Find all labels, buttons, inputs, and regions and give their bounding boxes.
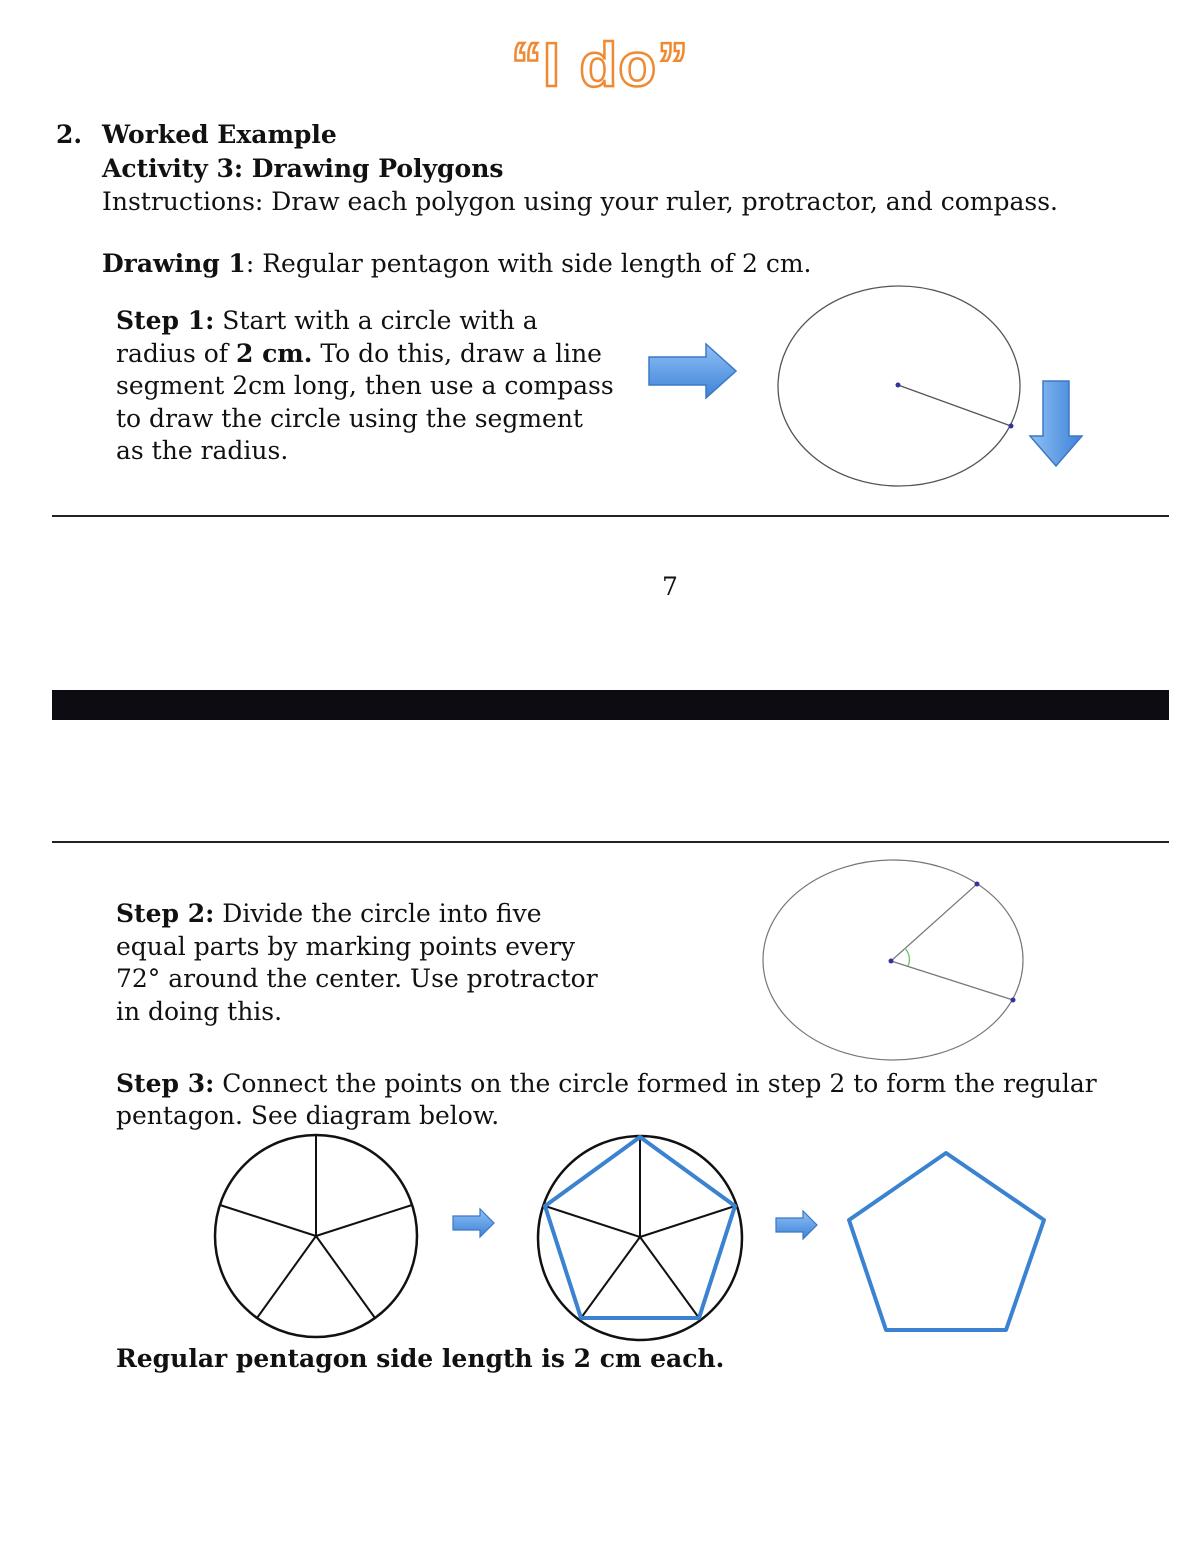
small-right-arrow-icon-2: [775, 1210, 819, 1240]
divider-line-5: [220, 1205, 316, 1236]
step-2-text: [116, 898, 616, 1028]
down-arrow-icon: [1028, 380, 1084, 468]
step-1-center-point: [896, 383, 901, 388]
step-2-angle-arc: [905, 948, 909, 966]
step-1-text-b: To do this, draw a line segment 2cm long, then use a compass to draw the circle using the segment as the radius.: [116, 338, 614, 465]
step-1-label: Step 1:: [116, 306, 215, 335]
inner-line-5: [545, 1206, 640, 1237]
page-top-rule: [52, 841, 1169, 843]
drawing-1-description: : Regular pentagon with side length of 2 cm.: [245, 249, 812, 278]
step-1-text: [116, 305, 616, 468]
divided-circle-diagram: [212, 1136, 422, 1338]
step-1-text-a: Start with a circle with a radius of: [116, 306, 538, 368]
section-heading: [56, 120, 337, 149]
step-2-label: Step 2:: [116, 899, 215, 928]
divider-line-2: [316, 1205, 412, 1236]
activity-title: Activity 3: Drawing Polygons: [102, 154, 504, 183]
step-2-center-point: [889, 959, 894, 964]
step-1-edge-point: [1009, 424, 1014, 429]
small-right-arrow-icon: [452, 1208, 496, 1238]
step-3-text: [116, 1068, 1176, 1132]
step-2-ray-upper: [891, 884, 977, 961]
page-heading-i-do: “I do”: [510, 31, 690, 100]
step-1-circle-diagram: [770, 280, 1030, 492]
regular-pentagon-diagram: [845, 1150, 1050, 1335]
divider-line-3: [316, 1236, 375, 1318]
step-2-description: Divide the circle into five equal parts by marking points every 72° around the center. Use protractor in doing this.: [116, 899, 598, 1026]
step-2-point-lower: [1011, 998, 1016, 1003]
right-arrow-icon: [648, 342, 738, 400]
step-2-ray-lower: [891, 961, 1013, 1000]
inscribed-pentagon-diagram: [537, 1135, 747, 1340]
inner-line-4: [581, 1237, 640, 1318]
inner-line-2: [640, 1206, 735, 1237]
step-2-circle-diagram: [755, 855, 1035, 1067]
conclusion-text: Regular pentagon side length is 2 cm each.: [116, 1344, 725, 1373]
inner-line-3: [640, 1237, 699, 1318]
instructions-text: Instructions: Draw each polygon using your ruler, protractor, and compass.: [102, 187, 1058, 216]
regular-pentagon: [849, 1153, 1044, 1330]
divider-line-4: [257, 1236, 316, 1318]
section-number: 2.: [56, 120, 83, 149]
page-number: 7: [662, 572, 678, 601]
drawing-1-label: Drawing 1: [102, 249, 246, 278]
step-1-radius-value: 2 cm.: [235, 338, 313, 368]
drawing-1-line: [102, 249, 811, 278]
page-break-bar: [52, 690, 1169, 720]
page-bottom-rule: [52, 515, 1169, 517]
step-2-point-upper: [975, 882, 980, 887]
step-3-label: Step 3:: [116, 1069, 215, 1098]
section-title: Worked Example: [102, 120, 337, 149]
step-1-radius-segment: [898, 385, 1011, 426]
step-3-description: Connect the points on the circle formed in step 2 to form the regular pentagon. See diagram below.: [116, 1069, 1097, 1130]
